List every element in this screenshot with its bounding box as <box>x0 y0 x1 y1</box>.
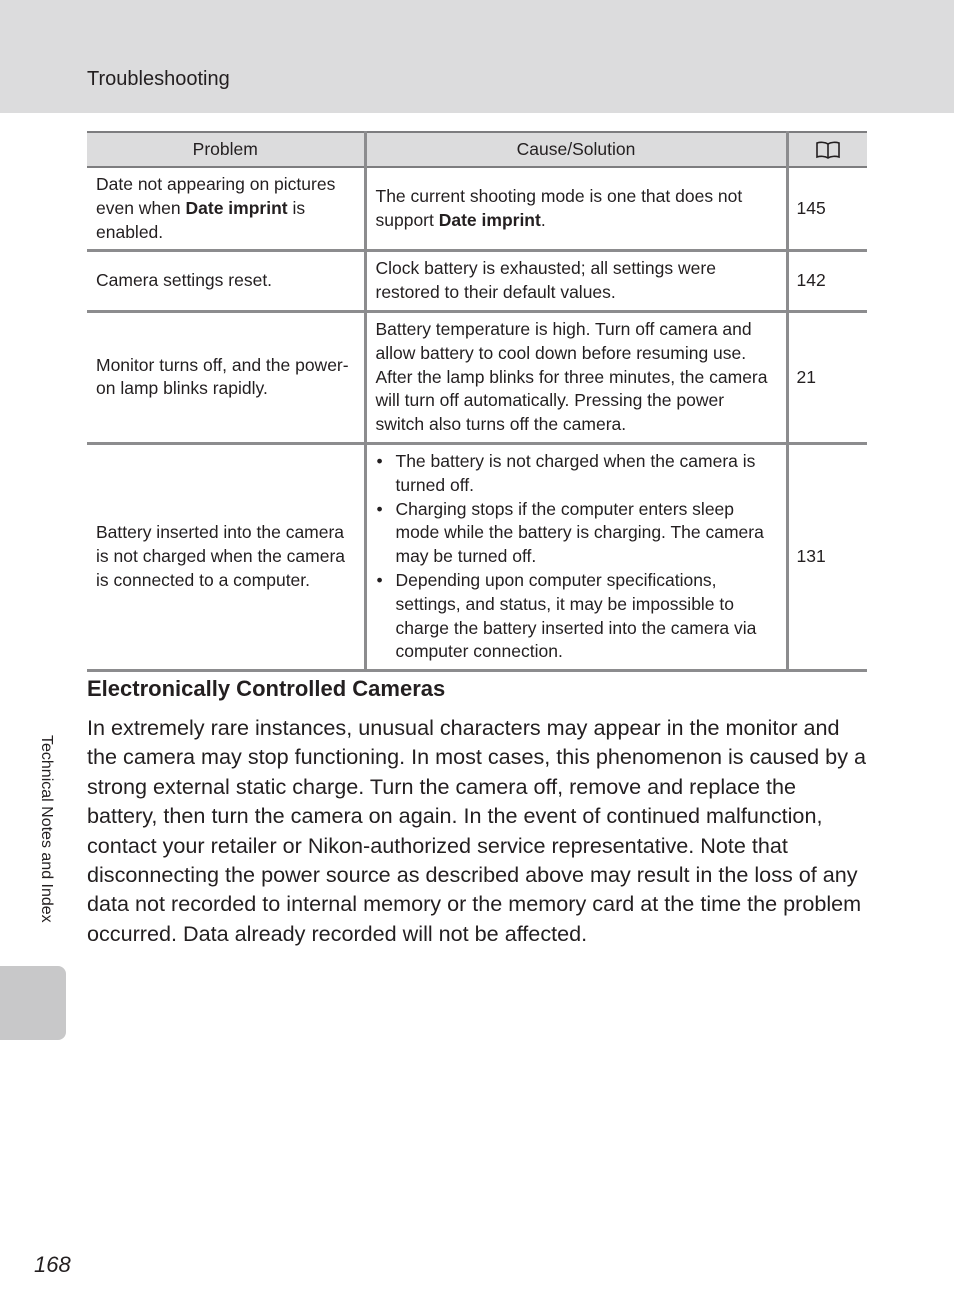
chapter-side-label: Technical Notes and Index <box>38 735 55 923</box>
table-row <box>87 167 867 251</box>
table-header-row <box>87 132 867 167</box>
cause-cell <box>365 443 787 670</box>
table-row <box>87 443 867 670</box>
chapter-tab <box>0 966 66 1040</box>
cause-cell: Clock battery is exhausted; all settings were restored to their default values. <box>365 251 787 312</box>
page-ref: 21 <box>787 311 867 443</box>
problem-cell: Battery inserted into the camera is not charged when the camera is connected to a computer. <box>87 443 365 670</box>
column-header-cause: Cause/Solution <box>365 132 787 167</box>
problem-cell: Date not appearing on pictures even when Date imprint is enabled. <box>87 167 365 251</box>
list-item: • Charging stops if the computer enters sleep mode while the battery is charging. The camera may be turned off. <box>376 498 778 569</box>
page-ref: 145 <box>787 167 867 251</box>
table-row <box>87 251 867 312</box>
page-ref: 142 <box>787 251 867 312</box>
header-band <box>0 0 954 113</box>
cause-cell: Battery temperature is high. Turn off camera and allow battery to cool down before resuming use. After the lamp blinks for three minutes, the camera will turn off automatically. Pressing the power switch also turns off the camera. <box>365 311 787 443</box>
section-heading: Electronically Controlled Cameras <box>87 676 446 701</box>
list-item: • The battery is not charged when the camera is turned off. <box>376 450 778 498</box>
cause-cell: The current shooting mode is one that does not support Date imprint. <box>365 167 787 251</box>
problem-cell: Monitor turns off, and the power-on lamp blinks rapidly. <box>87 311 365 443</box>
cause-list <box>376 450 778 664</box>
section-body: In extremely rare instances, unusual characters may appear in the monitor and the camera may stop functioning. In most cases, this phenomenon is caused by a strong external static charge. Turn the camera off, remove and replace the battery, then turn the camera on again. In the event of continued malfunction, contact your retailer or Nikon-authorized service representative. Note that disconnecting the power source as described above may result in the loss of any data not recorded to internal memory or the memory card at the time the problem occurred. Data already recorded will not be affected. <box>87 715 866 946</box>
page-ref: 131 <box>787 443 867 670</box>
table-row <box>87 311 867 443</box>
column-header-page <box>787 132 867 167</box>
book-reference-icon <box>815 140 841 160</box>
list-item: • Depending upon computer specifications, settings, and status, it may be impossible to charge the battery inserted into the camera via computer connection. <box>376 569 778 664</box>
page-number: 168 <box>34 1252 71 1277</box>
troubleshooting-table <box>87 131 867 672</box>
problem-cell: Camera settings reset. <box>87 251 365 312</box>
running-header: Troubleshooting <box>87 68 230 90</box>
column-header-problem: Problem <box>87 132 365 167</box>
